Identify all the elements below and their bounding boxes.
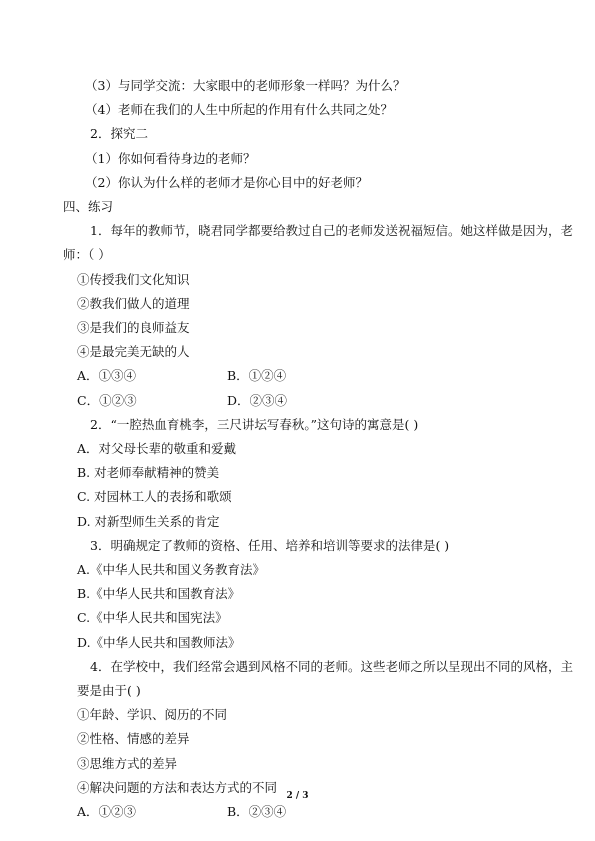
question-text: （4）老师在我们的人生中所起的作用有什么共同之处？ <box>85 102 393 118</box>
question-text: （3）与同学交流：大家眼中的老师形象一样吗？为什么？ <box>85 78 406 93</box>
list-item: ③思维方式的差异 <box>77 755 178 771</box>
question-stem: 2．“一腔热血育桃李，三尺讲坛写春秋。”这句诗的寓意是( ) <box>90 416 419 432</box>
question-stem: 3．明确规定了教师的资格、任用、培养和培训等要求的法律是( ) <box>90 537 450 553</box>
option-d: D．②③④ <box>227 392 288 408</box>
question-text: （1）你如何看待身边的老师？ <box>85 150 256 166</box>
list-item: ④解决问题的方法和表达方式的不同 <box>77 779 278 795</box>
subsection-title: 2．探究二 <box>90 126 148 142</box>
list-item: A．对父母长辈的敬重和爱戴 <box>77 441 237 456</box>
list-item: C. 对园林工人的表扬和歌颂 <box>77 489 232 505</box>
question-text: （2）你认为什么样的老师才是你心目中的好老师？ <box>85 174 368 190</box>
list-item: B.《中华人民共和国教育法》 <box>77 586 241 602</box>
list-item: ②教我们做人的道理 <box>77 295 190 311</box>
question-stem: 4．在学校中，我们经常会遇到风格不同的老师。这些老师之所以呈现出不同的风格，主 <box>90 658 573 674</box>
list-item: B. 对老师奉献精神的赞美 <box>77 465 220 481</box>
option-a: A．①②③ <box>77 804 137 819</box>
list-item: ①年龄、学识、阅历的不同 <box>77 707 228 723</box>
option-row <box>77 393 287 409</box>
list-item: ①传授我们文化知识 <box>77 271 190 287</box>
option-row <box>77 368 286 384</box>
option-row <box>77 804 286 820</box>
section-heading: 四、练习 <box>63 199 114 214</box>
question-stem: 师：（ ） <box>63 247 111 263</box>
list-item: ②性格、情感的差异 <box>77 731 190 747</box>
option-b: B．①②④ <box>227 368 287 384</box>
list-item: D. 对新型师生关系的肯定 <box>77 513 220 529</box>
option-a: A．①③④ <box>77 368 137 384</box>
page-number: 2 / 3 <box>286 791 309 801</box>
list-item: ③是我们的良师益友 <box>77 320 190 335</box>
list-item: ④是最完美无缺的人 <box>77 344 190 360</box>
list-item: D.《中华人民共和国教师法》 <box>77 634 241 650</box>
option-b: B．②③④ <box>227 804 287 819</box>
option-c: C．①②③ <box>77 392 137 408</box>
question-stem: 要是由于( ) <box>77 683 141 698</box>
list-item: A.《中华人民共和国义务教育法》 <box>77 562 266 577</box>
list-item: C.《中华人民共和国宪法》 <box>77 610 228 626</box>
question-stem: 1．每年的教师节，晓君同学都要给教过自己的老师发送祝福短信。她这样做是因为，老 <box>90 223 573 239</box>
